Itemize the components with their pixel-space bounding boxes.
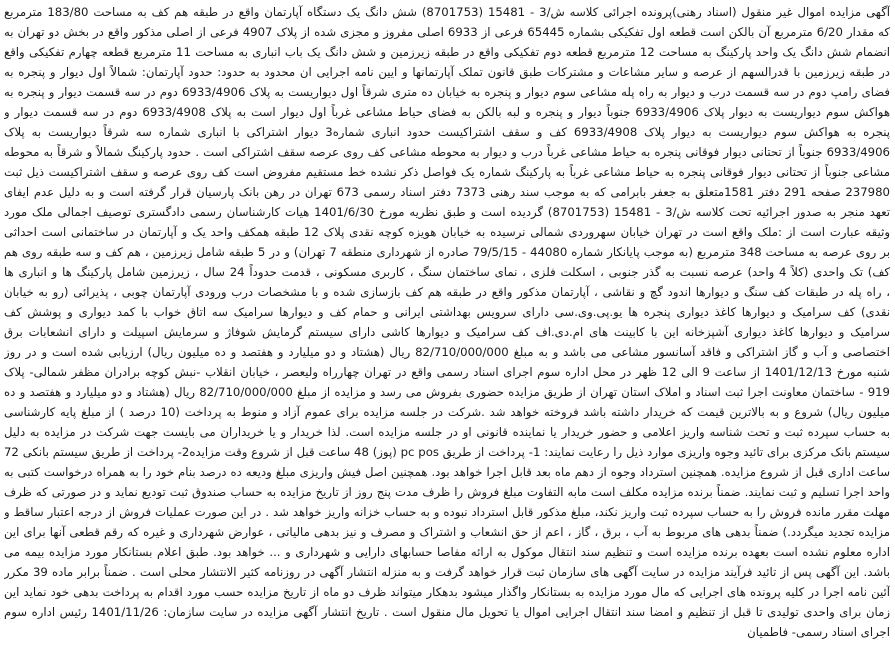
notice-line: ساعت اداری قبل از شروع مزایده. همچنین استرداد وجوه از دهم ماه بعد قابل اجرا خواهد بود. همچنین اصل فیش واریزی مبلغ ودیعه ده درصد بنام خود را به همراه درخواست کتبی به — [4, 465, 890, 479]
notice-line: وثیقه عبارت است از :ملک واقع است در تهران خیابان سهروردی شمالی نرسیده به خیابان هویزه کوچه نقدی پلاک 12 طبقه همکف واحد یک و آپارتمان در ساختمانی است احداثی — [4, 225, 890, 239]
notice-line: ، راه پله در طبقات کف سنگ و دیوارها اندود گچ و نقاشی ، آپارتمان مذکور واقع در طبقه هم کف بازسازی شده و با مشخصات درب ورودی آپارتمان چوبی ، پذیرائی (رو به خیابان — [4, 285, 890, 299]
notice-line: به حساب سپرده ثبت و تحت شناسه واریز اعلامی و حضور خریدار یا نماینده قانونی او در جلسه مزایده است. لذا خریدار و یا خریداران می بایست جهت شرکت در مزایده به دلیل — [4, 425, 890, 439]
notice-line: فضای رامپ دوم در سه قسمت درب و دیوار به راه پله مشاعی سوم دیوار و پنجره به خیابان ده متری شرقاً اول دیواریست به پلاک 6933/4906 دوم در سه قسمت دیوار و پنجره به — [4, 85, 890, 99]
auction-notice-document — [4, 2, 890, 648]
notice-line: اداره معلوم نشده است بعهده برنده مزایده است و تنظیم سند انتقال موکول به ارائه مفاصا حسابهای دارایی و شهرداری و ... خواهد بود. طبق اعلام بستانکار مورد مزایده بیمه می — [4, 545, 890, 559]
notice-line: مزایده تجدید میگردد.) ضمناً بدهی های مربوط به آب ، برق ، گاز ، اعم از حق انشعاب و اشتراک و مصرف و نیز بدهی مالیاتی ، عوارض شهرداری و غیره که رقم قطعی آنها برای این — [4, 525, 890, 539]
notice-line: آئین نامه اجرا در کلیه پرونده های اجرایی که مال مورد مزایده به بستانکار واگذار میشود بدهکار میتواند ظرف دو ماه از تاریخ مزایده حسب مورد اقدام به پرداخت بدهی خود نماید این — [4, 585, 890, 599]
notice-line: 6933/4906 جنوباً از تحتانی دیوار فوقانی پنجره به حیاط مشاعی غرباً درب و دیوار به محوطه مشاعی کف روی عرصه سقف اشتراکی است . حدود پارکینگ شمالاً و شرقاً به محوطه — [4, 145, 890, 159]
notice-line: بر روی عرصه به مساحت 348 مترمربع (به موجب پایانکار شماره 44080 - 79/5/15 صادره از شهرداری منطقه 7 تهران) و در 5 طبقه شامل زیرزمین ، هم کف و سه طبقه روی هم — [4, 245, 890, 259]
notice-line: آگهی مزایده اموال غیر منقول (اسناد رهنی)پرونده اجرائی کلاسه ش/3 - 15481 (8701753) شش دانگ یک دستگاه آپارتمان واقع در طبقه هم کف به مساحت 183/80 مترمربع — [4, 5, 890, 19]
notice-line: کف) تک واحدی (کلاً 4 واحد) عرصه نسبت به گذر جنوبی ، اسکلت فلزی ، نمای ساختمان سنگ ، کاربری مسکونی ، قدمت حدوداً 24 سال ، زیرزمین شامل پارکینگ ها و انباری ها — [4, 265, 890, 279]
notice-line: مهلت مقرر مانده فروش را به حساب سپرده ثبت واریز نکند، مبلغ مذکور قابل استرداد نبوده و به حساب خزانه واریز خواهد شد . در این صورت عملیات فروش از درجه اعتبار ساقط و — [4, 505, 890, 519]
notice-line: در طبقه زیرزمین با قدرالسهم از عرصه و سایر مشاعات و مشترکات طبق قانون تملک آپارتمانها و ایین نامه اجرایی ان محدود به حدود: حدود آپارتمان: شمالاً اول دیوار و پنجره به — [4, 65, 890, 79]
notice-line: 237980 صفحه 291 دفتر 1581متعلق به جعفر بابرامی که به موجب سند رهنی 7373 دفتر اسناد رسمی 673 تهران در رهن بانک پارسیان قرار گرفته است و به دلیل عدم ایفای — [4, 185, 890, 199]
notice-line: هواکش سوم دیواریست به دیوار پلاک 6933/4906 جنوباً دیوار و پنجره و لبه بالکن به فضای حیاط مشاعی غرباً اول دیوار است به پلاک 6933/4908 دوم در سه قسمت دیوار و — [4, 105, 890, 119]
notice-line: واحد اجرا تسلیم و ثبت نمایند. ضمناً برنده مزایده مکلف است مابه التفاوت مبلغ فروش را ظرف مدت پنج روز از تاریخ مزایده به حساب صندوق ثبت تودیع نماید و در صورتی که ظرف — [4, 485, 890, 499]
notice-line: مشاعی جنوباً از تحتانی دیوار فوقانی پنجره به حیاط مشاعی غرباً به پارکینگ شماره یک فواصل ذکر نشده خط مستقیم مفروض است کف روی عرصه و سقف اشتراکیست ذیل ثبت — [4, 165, 890, 179]
notice-line: سرامیک و دیوارها کاغذ دیواری آشپزخانه این با کابینت های ام.دی.اف کف سرامیک و دیوارها کاشی دارای سیستم گرمایش شوفاژ و سرمایش اسپیلت و دارای انشعابات برق — [4, 325, 890, 339]
notice-line: سیستم بانک مرکزی برای تائید وجوه واریزی موارد ذیل را رعایت نمایند: 1- پرداخت از طریق pc pos (پوز) 48 ساعت قبل از شروع وقت مزایده2- پرداخت از طریق سیستم بانکی 72 — [4, 445, 890, 459]
notice-signature-line: اجرای اسناد رسمی- فاطمیان — [747, 625, 890, 639]
notice-line: نقدی) کف سرامیک و دیوارها کاغذ دیواری پنجره ها یو.پی.وی.سی دارای سرویس بهداشتی ایرانی و حمام کف و دیوارها سرامیک سه اتاق خواب با کمد دیواری و پوشش کف — [4, 305, 890, 319]
notice-line: شنبه مورخ 1401/12/13 از ساعت 9 الی 12 ظهر در محل اداره سوم اجرای اسناد رسمی واقع در تهران چهارراه ولیعصر ، خیابان انقلاب -نبش کوچه برادران مظفر شمالی- پلاک — [4, 365, 890, 379]
notice-line: اختصاصی و آب و گاز اشتراکی و فاقد آسانسور مشاعی می باشد و به مبلغ 82/710/000/000 ریال (هشتاد و دو میلیارد و هفتصد و ده میلیون ریال) ارزیابی شده است و در روز — [4, 345, 890, 359]
notice-line: تعهد منجر به صدور اجرائیه تحت کلاسه ش/3 - 15481 (8701753) گردیده است و طبق نظریه مورخ 1401/6/30 هیات کارشناسان رسمی دادگستری توصیف اجمالی ملک مورد — [4, 205, 890, 219]
notice-line: که مقدار 6/20 مترمربع آن بالکن است قطعه اول تفکیکی بشماره 65445 فرعی از 6933 اصلی مفروز و مجزی شده از پلاک 4907 فرعی از اصلی مذکور واقع در بخش دو تهران به — [4, 25, 890, 39]
notice-line: انضمام شش دانگ یک واحد پارکینگ به مساحت 12 مترمربع قطعه دوم تفکیکی واقع در طبقه زیرزمین و شش دانگ یک باب انباری به مساحت 11 مترمربع قطعه چهارم تفکیکی واقع — [4, 45, 890, 59]
notice-line: پنجره به هواکش سوم دیواریست به دیوار پلاک 6933/4908 کف و سقف اشتراکیست حدود انباری شماره3 دیوار اشتراکی با انباری شماره سه شرقاً دیواریست به پلاک — [4, 125, 890, 139]
notice-line: باشد. این آگهی پس از تائید فرآیند مزایده در سایت آگهی های سازمان ثبت قرار خواهد گرفت و به منزله انتشار آگهی در روزنامه کثیر الانتشار محلی است . ضمناً برابر ماده 39 مکرر — [4, 565, 890, 579]
notice-line: 919 - ساختمان معاونت اجرا ثبت اسناد و املاک استان تهران از طریق مزایده حضوری بفروش می رسد و مزایده از مبلغ 82/710/000/000 ریال (هشتاد و دو میلیارد و هفتصد و ده — [4, 385, 890, 399]
notice-line: میلیون ریال) شروع و به بالاترین قیمت که خریدار داشته باشد فروخته خواهد شد .شرکت در جلسه مزایده برای عموم آزاد و منوط به پرداخت (10 درصد ) از مبلغ پایه کارشناسی — [4, 405, 890, 419]
notice-line: زمان برای واحدی تولیدی تا قبل از تنظیم و امضا سند انتقال اجرایی اموال یا تحویل مال منقول است . تاریخ انتشار آگهی مزایده در سایت سازمان: 1401/11/26 رئیس اداره سوم — [4, 605, 890, 619]
